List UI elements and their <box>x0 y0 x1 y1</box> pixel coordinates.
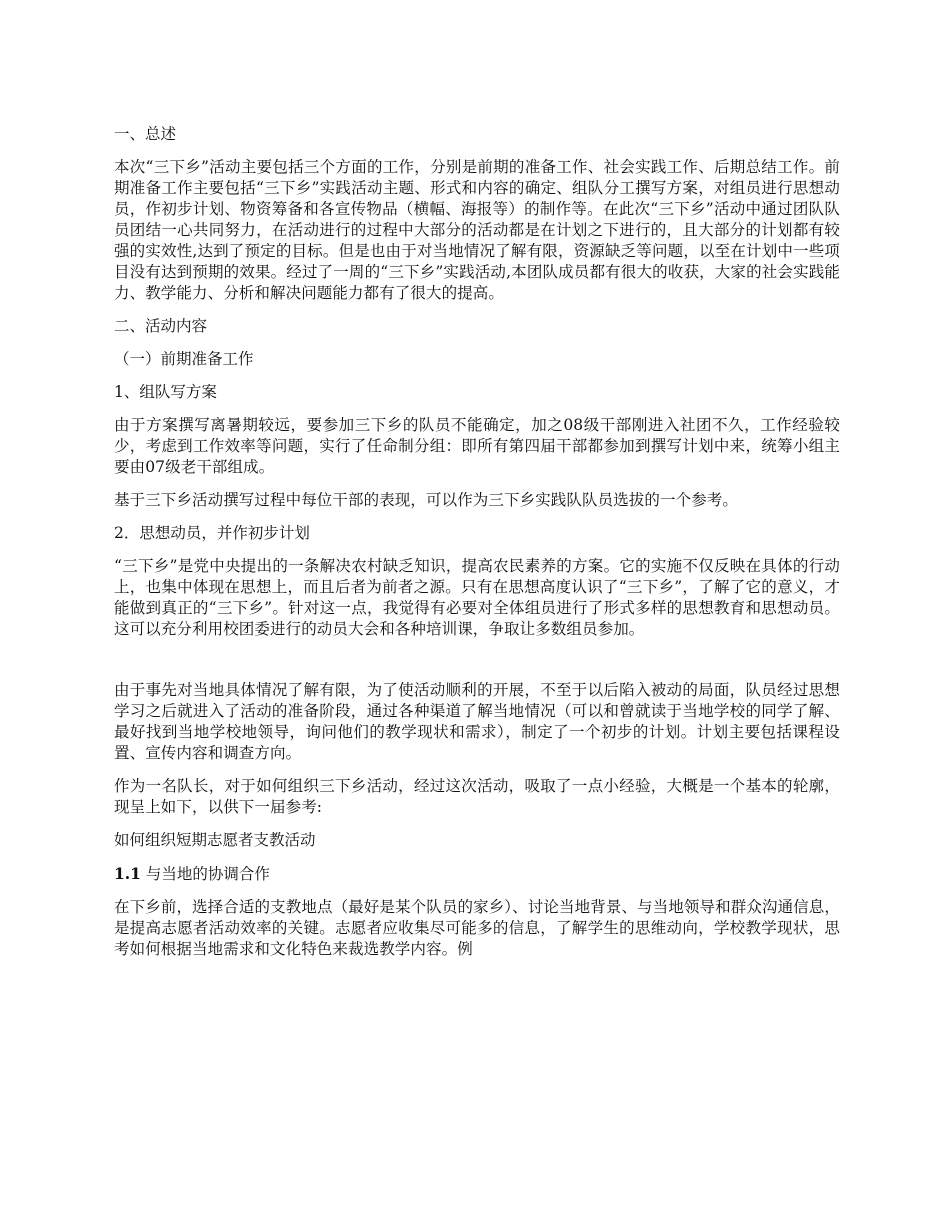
paragraph-selection: 基于三下乡活动撰写过程中每位干部的表现，可以作为三下乡实践队队员选拔的一个参考。 <box>114 491 739 509</box>
paragraph-overview: 本次“三下乡”活动主要包括三个方面的工作，分别是前期的准备工作、社会实践工作、后期总结工作。前期准备工作主要包括“三下乡”实践活动主题、形式和内容的确定、组队分工撰写方案，对组员进行思想动员，作初步计划、物资筹备和各宣传物品（横幅、海报等）的制作等。在此次“三下乡”活动中通过团队队员团结一心共同努力，在活动进行的过程中大部分的活动都是在计划之下进行的，且大部分的计划都有较强的实效性,达到了预定的目标。但是也由于对当地情况了解有限，资源缺乏等问题，以至在计划中一些项目没有达到预期的效果。经过了一周的“三下乡”实践活动,本团队成员都有很大的收获，大家的社会实践能力、教学能力、分析和解决问题能力都有了很大的提高。 <box>114 158 840 302</box>
item-heading-mobilization: 2．思想动员，并作初步计划 <box>114 524 310 542</box>
paragraph-mobilization: “三下乡”是党中央提出的一条解决农村缺乏知识，提高农民素养的方案。它的实施不仅反映在具体的行动上，也集中体现在思想上，而且后者为前者之源。只有在思想高度认识了“三下乡”，了解了它的意义，才能做到真正的“三下乡”。针对这一点，我觉得有必要对全体组员进行了形式多样的思想教育和思想动员。这可以充分利用校团委进行的动员大会和各种培训课，争取让多数组员参加。 <box>114 557 840 638</box>
heading-number: 1.1 <box>114 864 141 883</box>
heading-organize-volunteer: 如何组织短期志愿者支教活动 <box>114 831 316 849</box>
item-heading-team-plan: 1、组队写方案 <box>114 383 217 401</box>
heading-text: 与当地的协调合作 <box>140 865 270 883</box>
paragraph-leader-experience: 作为一名队长，对于如何组织三下乡活动，经过这次活动，吸取了一点小经验，大概是一个基本的轮廓，现呈上如下，以供下一届参考: <box>114 777 840 816</box>
heading-local-coordination <box>114 863 840 885</box>
section-heading-activities: 二、活动内容 <box>114 317 208 335</box>
paragraph-initial-plan: 由于事先对当地具体情况了解有限，为了使活动顺利的开展，不至于以后陷入被动的局面，队员经过思想学习之后就进入了活动的准备阶段，通过各种渠道了解当地情况（可以和曾就读于当地学校的同学了解、最好找到当地学校地领导，询问他们的教学现状和需求），制定了一个初步的计划。计划主要包括课程设置、宣传内容和调查方向。 <box>114 681 840 762</box>
section-heading-overview: 一、总述 <box>114 125 177 143</box>
paragraph-team-plan: 由于方案撰写离暑期较远，要参加三下乡的队员不能确定，加之08级干部刚进入社团不久，工作经验较少，考虑到工作效率等问题，实行了任命制分组：即所有第四届干部都参加到撰写计划中来，统筹小组主要由07级老干部组成。 <box>114 416 840 476</box>
paragraph-local-coordination: 在下乡前，选择合适的支教地点（最好是某个队员的家乡）、讨论当地背景、与当地领导和群众沟通信息，是提高志愿者活动效率的关键。志愿者应收集尽可能多的信息，了解学生的思维动向，学校教学现状，思考如何根据当地需求和文化特色来裁选教学内容。例 <box>114 898 840 958</box>
subsection-heading-preparation: （一）前期准备工作 <box>114 350 254 368</box>
document-body <box>114 124 840 960</box>
